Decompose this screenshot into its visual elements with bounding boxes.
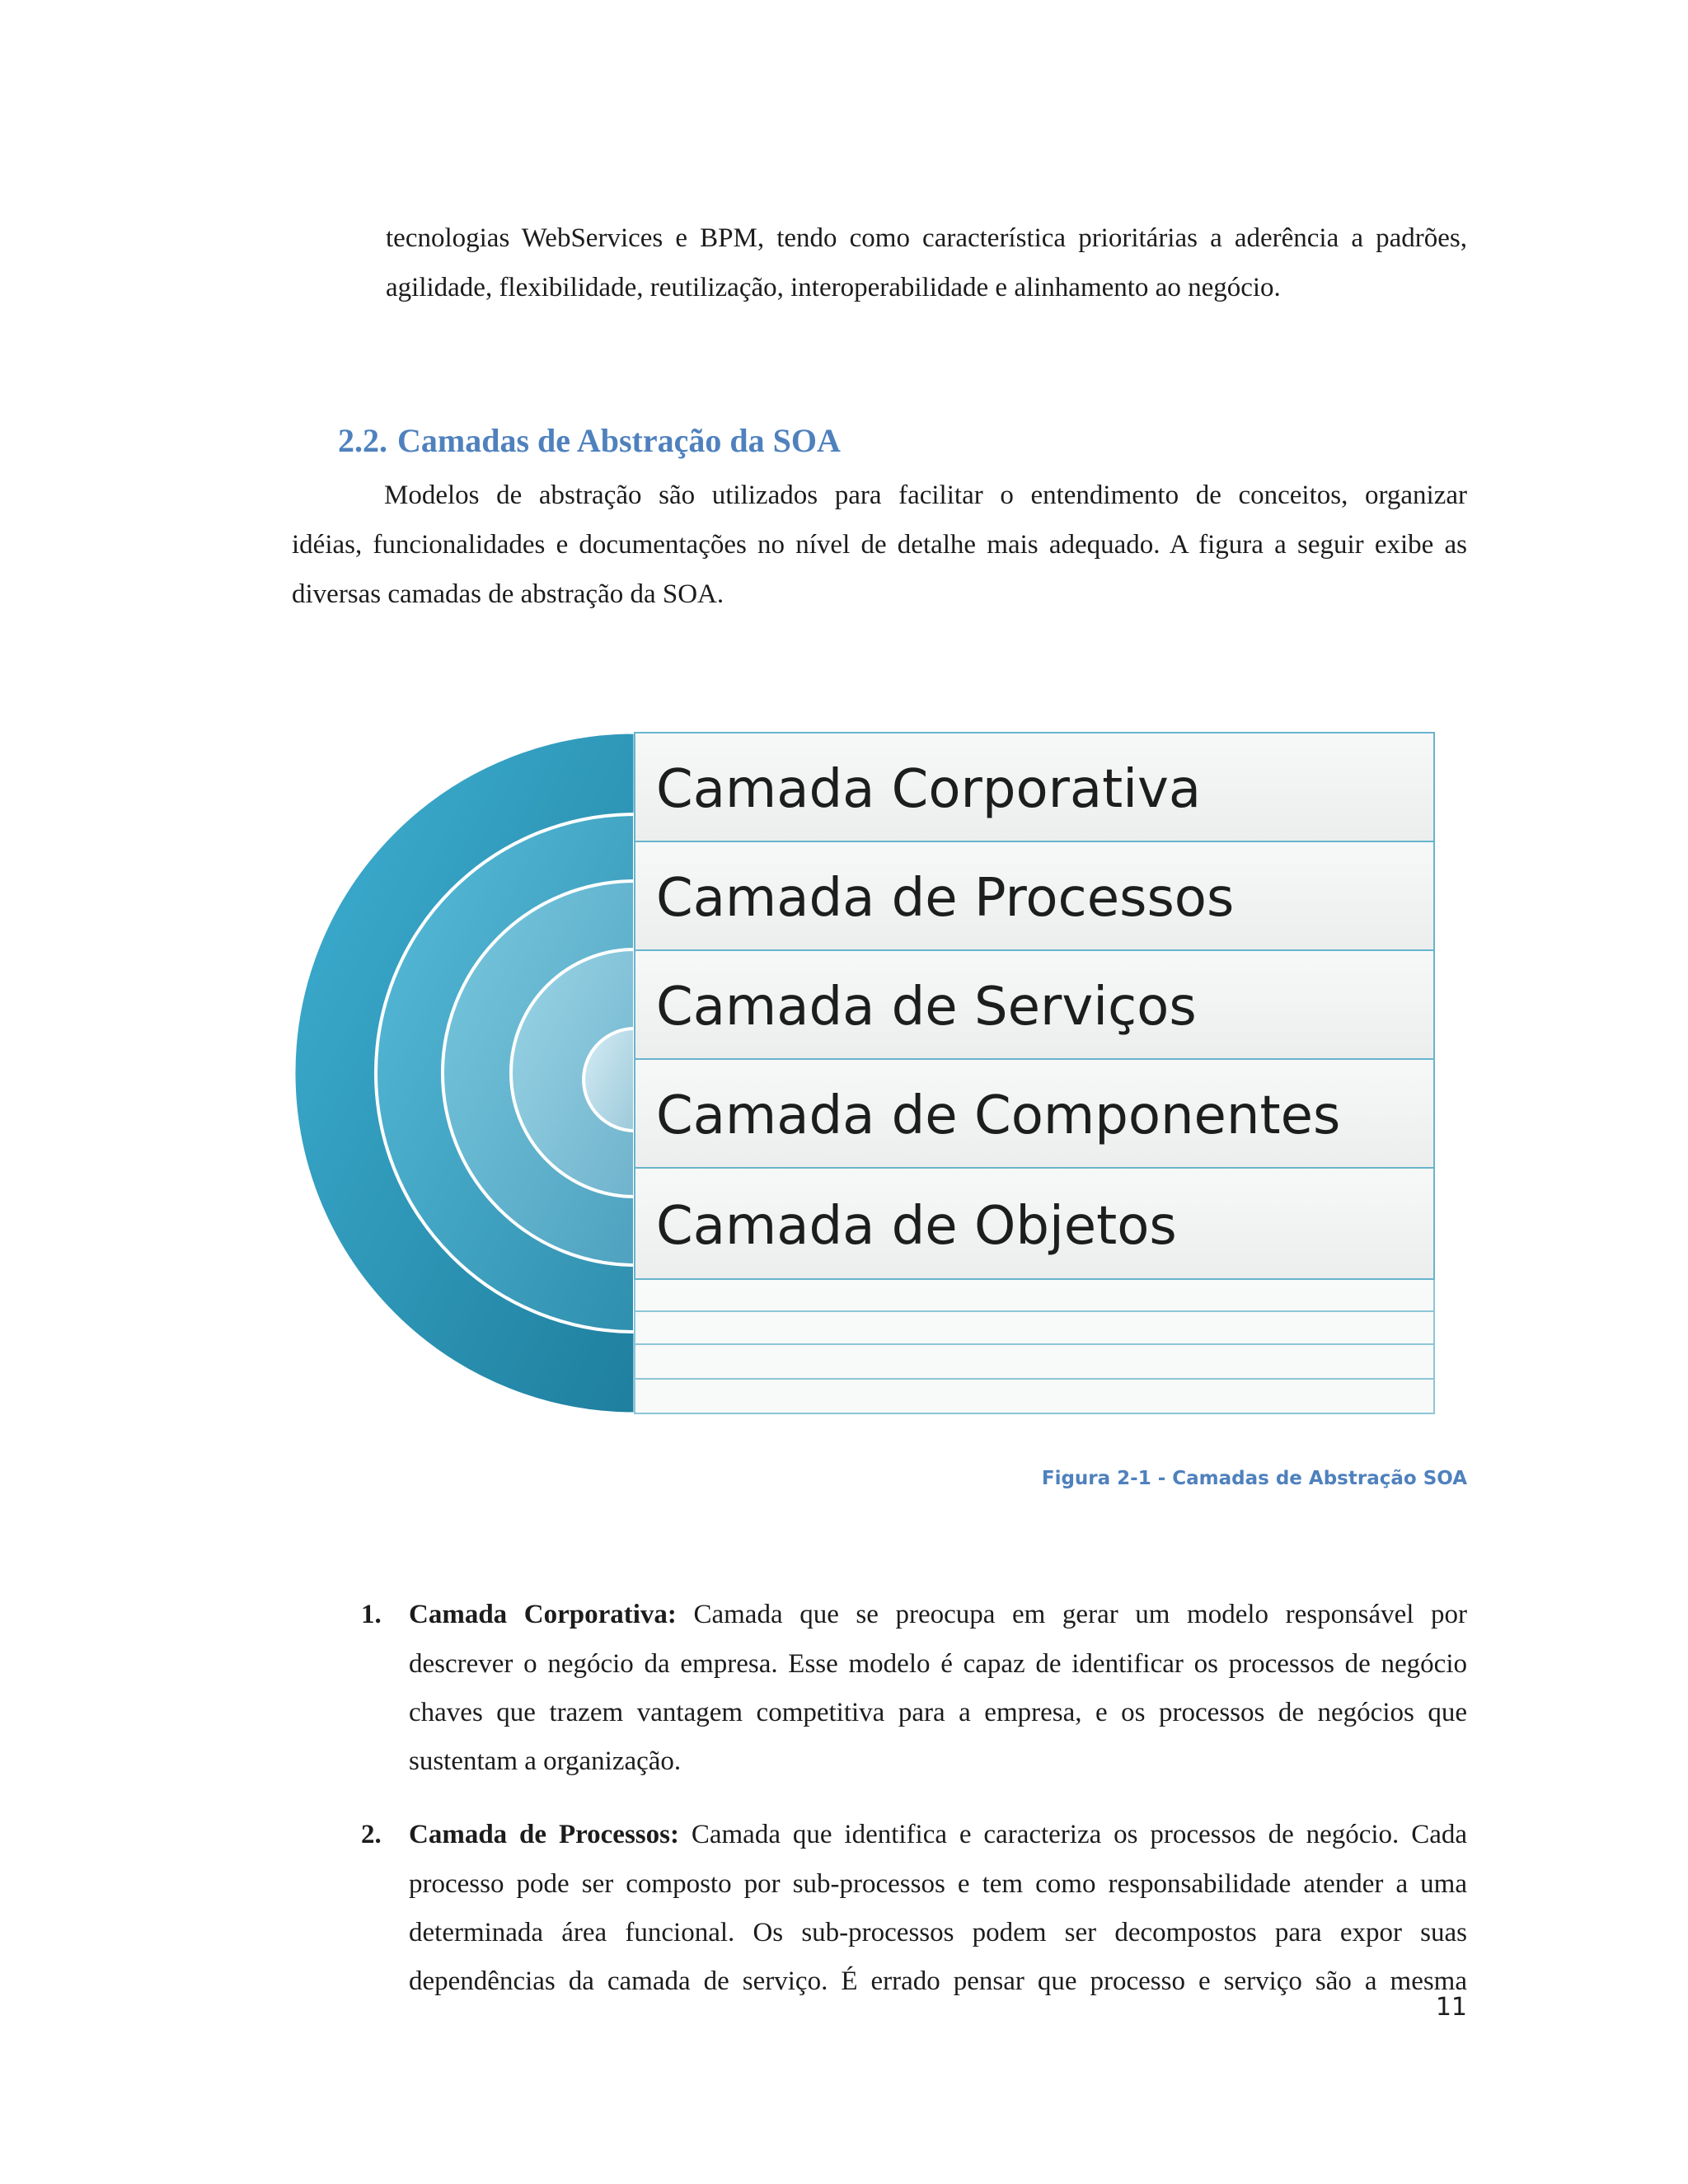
list-item-1-line-4: sustentam a organização.: [409, 1746, 682, 1776]
list-item-2-line-3: determinada área funcional. Os sub-processos podem ser decompostos para expor suas: [409, 1918, 1467, 1947]
section-title: Camadas de Abstração da SOA: [397, 422, 841, 459]
layer-label-5: Camada de Objetos: [656, 1196, 1177, 1257]
layer-strip-2: [635, 1311, 1434, 1344]
description-line-1: Modelos de abstração são utilizados para facilitar o entendimento de conceitos, organizar: [384, 480, 1467, 510]
list-item-2-number: 2.: [361, 1820, 382, 1849]
page-number: 11: [1435, 1993, 1467, 2022]
description-line-3: diversas camadas de abstração da SOA.: [292, 579, 724, 609]
description-line-2: idéias, funcionalidades e documentações no nível de detalhe mais adequado. A figura a seguir exibe as: [292, 530, 1467, 560]
list-item-1-term: Camada Corporativa:: [409, 1600, 677, 1629]
list-item-1-line-3: chaves que trazem vantagem competitiva para a empresa, e os processos de negócios que: [409, 1698, 1467, 1727]
list-item-2-text: Camada que identifica e caracteriza os processos de negócio. Cada: [691, 1820, 1467, 1849]
layer-label-4: Camada de Componentes: [656, 1085, 1341, 1146]
list-item-1-number: 1.: [361, 1600, 382, 1629]
list-item-1-text: Camada que se preocupa em gerar um modelo responsável por: [693, 1600, 1467, 1629]
figure-caption: Figura 2-1 - Camadas de Abstração SOA: [1041, 1468, 1467, 1489]
list-item-2-term: Camada de Processos:: [409, 1820, 679, 1849]
layer-label-1: Camada Corporativa: [656, 759, 1202, 820]
list-item-1-line-2: descrever o negócio da empresa. Esse modelo é capaz de identificar os processos de negócio: [409, 1649, 1467, 1679]
soa-layers-figure: [288, 725, 1442, 1434]
layer-strip-4: [635, 1379, 1434, 1413]
intro-line-2: agilidade, flexibilidade, reutilização, interoperabilidade e alinhamento ao negócio.: [386, 273, 1281, 302]
intro-line-1: tecnologias WebServices e BPM, tendo como característica prioritárias a aderência a padrões,: [386, 223, 1467, 253]
section-heading: [338, 416, 841, 466]
layer-label-2: Camada de Processos: [656, 868, 1235, 929]
list-item-2-line-4: dependências da camada de serviço. É errado pensar que processo e serviço são a mesma: [409, 1966, 1467, 1996]
section-number: 2.2.: [338, 422, 387, 459]
layer-strip-3: [635, 1344, 1434, 1379]
layer-label-3: Camada de Serviços: [656, 977, 1197, 1038]
list-item-2-line-2: processo pode ser composto por sub-processos e tem como responsabilidade atender a uma: [409, 1869, 1467, 1899]
list-item-2-line-1: [409, 1811, 1467, 1859]
layer-strip-1: [635, 1279, 1434, 1311]
list-item-1-line-1: [409, 1591, 1467, 1639]
